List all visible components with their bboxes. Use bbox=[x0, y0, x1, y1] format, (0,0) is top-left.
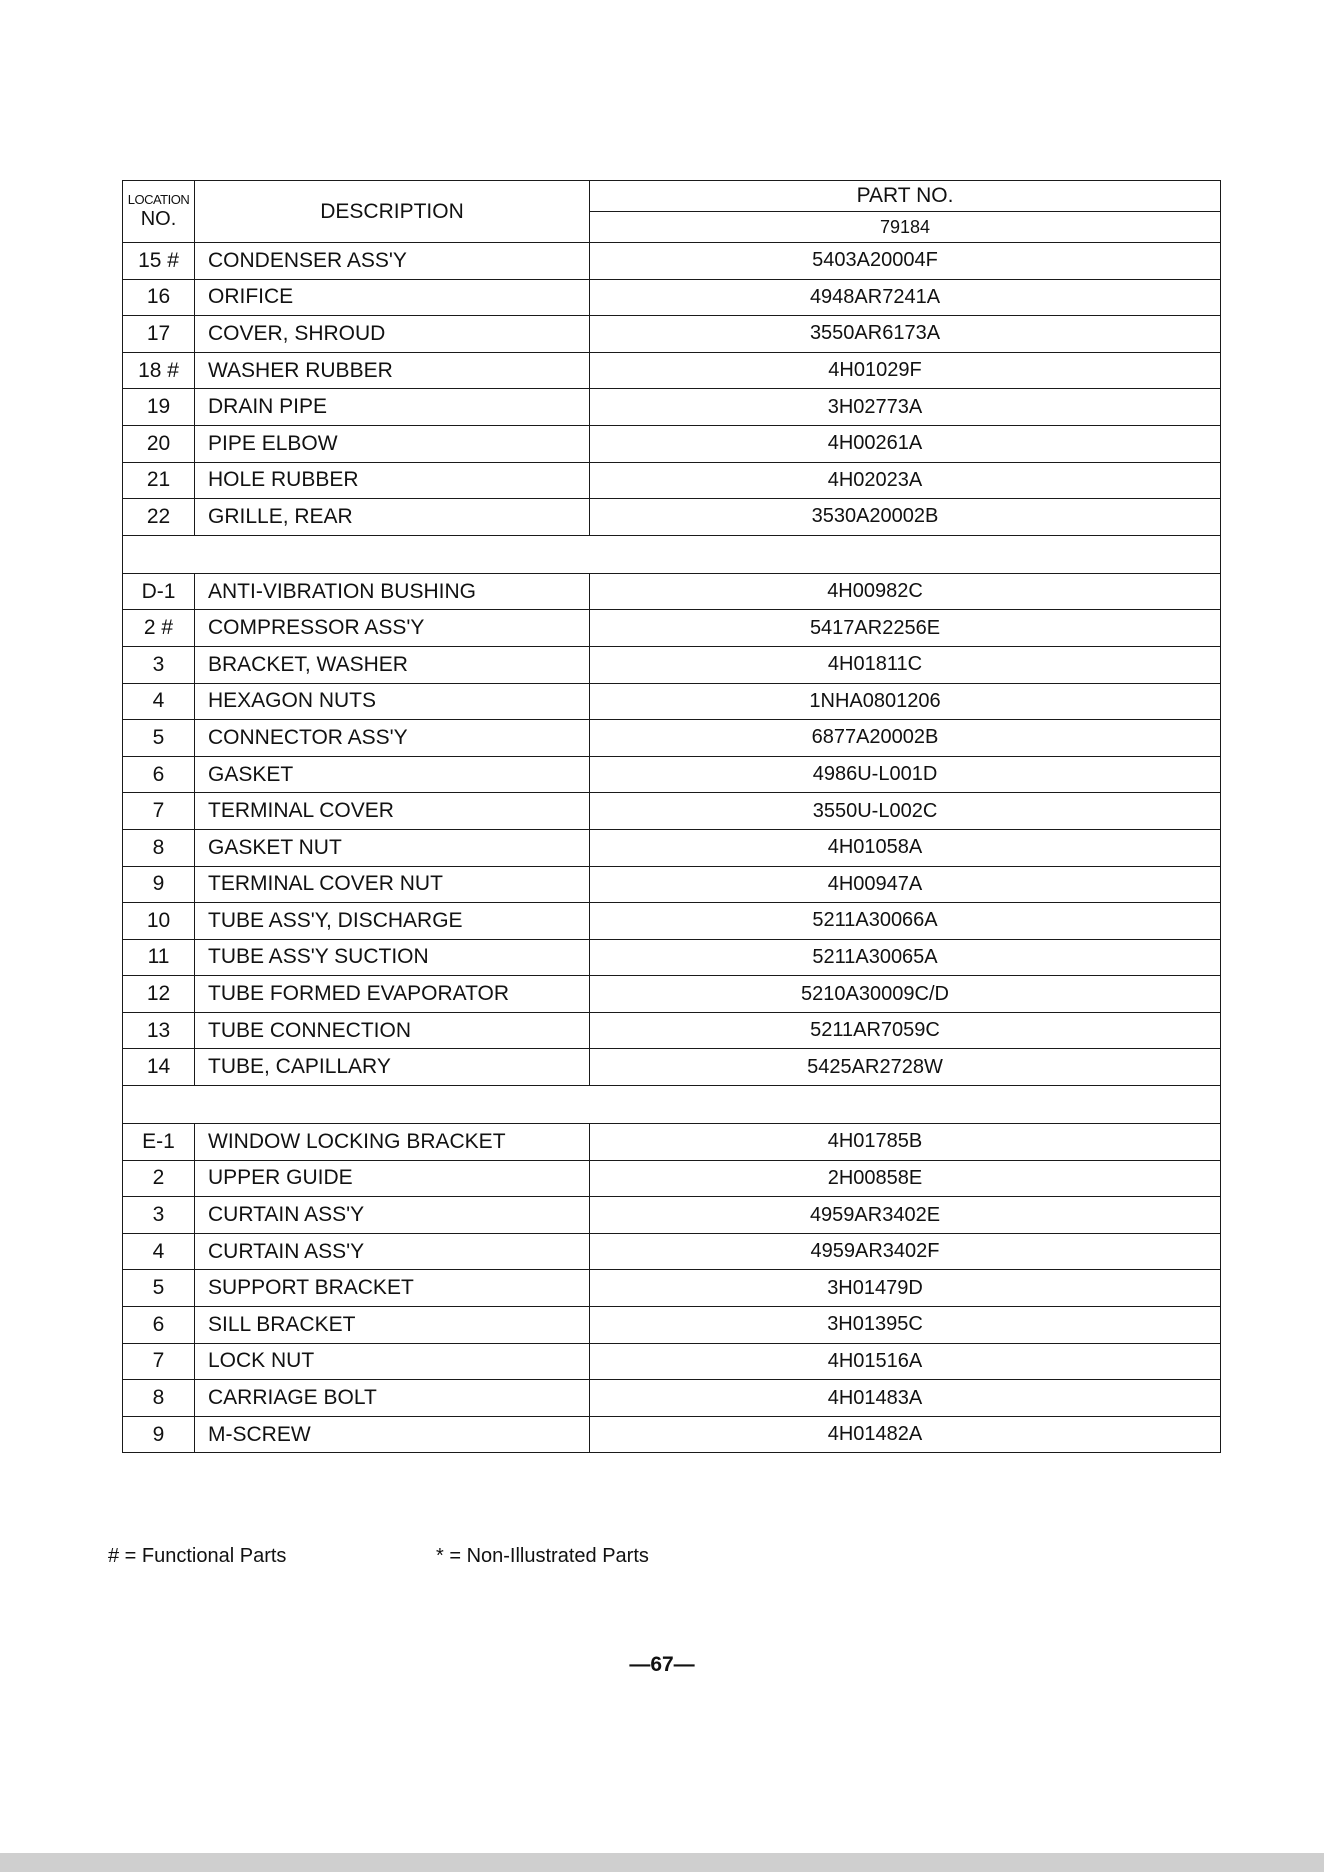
model-number-header: 79184 bbox=[590, 212, 1221, 243]
part-number-cell: 5403A20004F bbox=[590, 243, 1221, 280]
location-cell: 16 bbox=[123, 279, 195, 316]
description-cell: UPPER GUIDE bbox=[195, 1160, 590, 1197]
location-cell: 10 bbox=[123, 903, 195, 940]
description-cell: GASKET NUT bbox=[195, 829, 590, 866]
location-cell: 4 bbox=[123, 1233, 195, 1270]
location-cell: 8 bbox=[123, 829, 195, 866]
description-cell: BRACKET, WASHER bbox=[195, 646, 590, 683]
part-number-cell: 4948AR7241A bbox=[590, 279, 1221, 316]
location-cell: 11 bbox=[123, 939, 195, 976]
description-cell: PIPE ELBOW bbox=[195, 425, 590, 462]
table-row bbox=[123, 903, 1221, 940]
part-number-cell: 5417AR2256E bbox=[590, 610, 1221, 647]
location-cell: 7 bbox=[123, 1343, 195, 1380]
table-row bbox=[123, 1124, 1221, 1161]
description-cell: CARRIAGE BOLT bbox=[195, 1380, 590, 1417]
description-cell: SUPPORT BRACKET bbox=[195, 1270, 590, 1307]
location-cell: 12 bbox=[123, 976, 195, 1013]
location-header-line1: LOCATION bbox=[127, 192, 190, 208]
group-separator-cell bbox=[123, 535, 1221, 573]
table-row bbox=[123, 1270, 1221, 1307]
page-number: —67— bbox=[629, 1653, 695, 1676]
part-number-cell: 3H02773A bbox=[590, 389, 1221, 426]
location-cell: 5 bbox=[123, 720, 195, 757]
part-no-header: PART NO. bbox=[590, 181, 1221, 212]
table-row bbox=[123, 1307, 1221, 1344]
description-cell: TUBE FORMED EVAPORATOR bbox=[195, 976, 590, 1013]
table-row bbox=[123, 793, 1221, 830]
part-number-cell: 3H01395C bbox=[590, 1307, 1221, 1344]
location-cell: 8 bbox=[123, 1380, 195, 1417]
location-header bbox=[123, 181, 195, 243]
table-row bbox=[123, 1049, 1221, 1086]
part-number-cell: 4H01785B bbox=[590, 1124, 1221, 1161]
non-illustrated-parts-note: * = Non-Illustrated Parts bbox=[436, 1545, 649, 1567]
part-number-cell: 3550AR6173A bbox=[590, 316, 1221, 353]
description-cell: CURTAIN ASS'Y bbox=[195, 1233, 590, 1270]
scan-edge-band bbox=[0, 1853, 1324, 1872]
table-row bbox=[123, 1160, 1221, 1197]
location-cell: E-1 bbox=[123, 1124, 195, 1161]
description-cell: DRAIN PIPE bbox=[195, 389, 590, 426]
description-cell: HOLE RUBBER bbox=[195, 462, 590, 499]
table-row bbox=[123, 1197, 1221, 1234]
part-number-cell: 6877A20002B bbox=[590, 720, 1221, 757]
table-row bbox=[123, 425, 1221, 462]
table-row bbox=[123, 499, 1221, 536]
part-number-cell: 2H00858E bbox=[590, 1160, 1221, 1197]
table-row bbox=[123, 976, 1221, 1013]
description-cell: HEXAGON NUTS bbox=[195, 683, 590, 720]
part-number-cell: 5425AR2728W bbox=[590, 1049, 1221, 1086]
part-number-cell: 3H01479D bbox=[590, 1270, 1221, 1307]
description-cell: TUBE ASS'Y SUCTION bbox=[195, 939, 590, 976]
table-row bbox=[123, 646, 1221, 683]
location-cell: 4 bbox=[123, 683, 195, 720]
parts-table-body bbox=[123, 243, 1221, 1453]
location-cell: 15 # bbox=[123, 243, 195, 280]
part-number-cell: 4H01058A bbox=[590, 829, 1221, 866]
table-row bbox=[123, 1343, 1221, 1380]
table-row bbox=[123, 462, 1221, 499]
description-cell: TUBE ASS'Y, DISCHARGE bbox=[195, 903, 590, 940]
part-number-cell: 1NHA0801206 bbox=[590, 683, 1221, 720]
part-number-cell: 4H00982C bbox=[590, 573, 1221, 610]
part-number-cell: 4H01483A bbox=[590, 1380, 1221, 1417]
description-header: DESCRIPTION bbox=[195, 181, 590, 243]
table-row bbox=[123, 1380, 1221, 1417]
part-number-cell: 5210A30009C/D bbox=[590, 976, 1221, 1013]
part-number-cell: 3530A20002B bbox=[590, 499, 1221, 536]
table-row bbox=[123, 939, 1221, 976]
location-cell: 18 # bbox=[123, 352, 195, 389]
table-row bbox=[123, 352, 1221, 389]
table-row bbox=[123, 866, 1221, 903]
location-cell: 14 bbox=[123, 1049, 195, 1086]
description-cell: TUBE, CAPILLARY bbox=[195, 1049, 590, 1086]
part-number-cell: 3550U-L002C bbox=[590, 793, 1221, 830]
table-row bbox=[123, 279, 1221, 316]
location-cell: D-1 bbox=[123, 573, 195, 610]
location-cell: 9 bbox=[123, 866, 195, 903]
part-number-cell: 4H01482A bbox=[590, 1416, 1221, 1453]
part-number-cell: 4986U-L001D bbox=[590, 756, 1221, 793]
location-cell: 6 bbox=[123, 1307, 195, 1344]
parts-table bbox=[122, 180, 1221, 1453]
description-cell: CONDENSER ASS'Y bbox=[195, 243, 590, 280]
table-row bbox=[123, 316, 1221, 353]
location-cell: 5 bbox=[123, 1270, 195, 1307]
description-cell: CONNECTOR ASS'Y bbox=[195, 720, 590, 757]
group-separator-row bbox=[123, 1086, 1221, 1124]
part-number-cell: 5211AR7059C bbox=[590, 1012, 1221, 1049]
description-cell: ORIFICE bbox=[195, 279, 590, 316]
table-row bbox=[123, 683, 1221, 720]
description-cell: ANTI-VIBRATION BUSHING bbox=[195, 573, 590, 610]
location-cell: 7 bbox=[123, 793, 195, 830]
table-row bbox=[123, 829, 1221, 866]
description-cell: SILL BRACKET bbox=[195, 1307, 590, 1344]
part-number-cell: 4H01029F bbox=[590, 352, 1221, 389]
group-separator-row bbox=[123, 535, 1221, 573]
table-row bbox=[123, 243, 1221, 280]
location-cell: 6 bbox=[123, 756, 195, 793]
group-separator-cell bbox=[123, 1086, 1221, 1124]
location-cell: 13 bbox=[123, 1012, 195, 1049]
part-number-cell: 4H01811C bbox=[590, 646, 1221, 683]
table-row bbox=[123, 573, 1221, 610]
part-number-cell: 5211A30066A bbox=[590, 903, 1221, 940]
part-number-cell: 5211A30065A bbox=[590, 939, 1221, 976]
functional-parts-note: # = Functional Parts bbox=[108, 1545, 287, 1567]
table-row bbox=[123, 1416, 1221, 1453]
location-cell: 3 bbox=[123, 1197, 195, 1234]
table-header-row bbox=[123, 181, 1221, 212]
description-cell: WASHER RUBBER bbox=[195, 352, 590, 389]
description-cell: TERMINAL COVER bbox=[195, 793, 590, 830]
location-cell: 22 bbox=[123, 499, 195, 536]
description-cell: COMPRESSOR ASS'Y bbox=[195, 610, 590, 647]
location-cell: 21 bbox=[123, 462, 195, 499]
description-cell: GASKET bbox=[195, 756, 590, 793]
description-cell: TERMINAL COVER NUT bbox=[195, 866, 590, 903]
location-cell: 2 bbox=[123, 1160, 195, 1197]
table-row bbox=[123, 389, 1221, 426]
table-row bbox=[123, 1012, 1221, 1049]
location-cell: 19 bbox=[123, 389, 195, 426]
part-number-cell: 4H02023A bbox=[590, 462, 1221, 499]
description-cell: CURTAIN ASS'Y bbox=[195, 1197, 590, 1234]
location-cell: 9 bbox=[123, 1416, 195, 1453]
table-row bbox=[123, 610, 1221, 647]
description-cell: LOCK NUT bbox=[195, 1343, 590, 1380]
location-header-line2: NO. bbox=[140, 207, 177, 230]
description-cell: TUBE CONNECTION bbox=[195, 1012, 590, 1049]
table-row bbox=[123, 720, 1221, 757]
location-cell: 3 bbox=[123, 646, 195, 683]
part-number-cell: 4H00947A bbox=[590, 866, 1221, 903]
part-number-cell: 4959AR3402E bbox=[590, 1197, 1221, 1234]
part-number-cell: 4H01516A bbox=[590, 1343, 1221, 1380]
description-cell: GRILLE, REAR bbox=[195, 499, 590, 536]
part-number-cell: 4959AR3402F bbox=[590, 1233, 1221, 1270]
location-cell: 20 bbox=[123, 425, 195, 462]
description-cell: WINDOW LOCKING BRACKET bbox=[195, 1124, 590, 1161]
part-number-cell: 4H00261A bbox=[590, 425, 1221, 462]
table-row bbox=[123, 756, 1221, 793]
table-row bbox=[123, 1233, 1221, 1270]
location-cell: 2 # bbox=[123, 610, 195, 647]
description-cell: COVER, SHROUD bbox=[195, 316, 590, 353]
description-cell: M-SCREW bbox=[195, 1416, 590, 1453]
location-cell: 17 bbox=[123, 316, 195, 353]
